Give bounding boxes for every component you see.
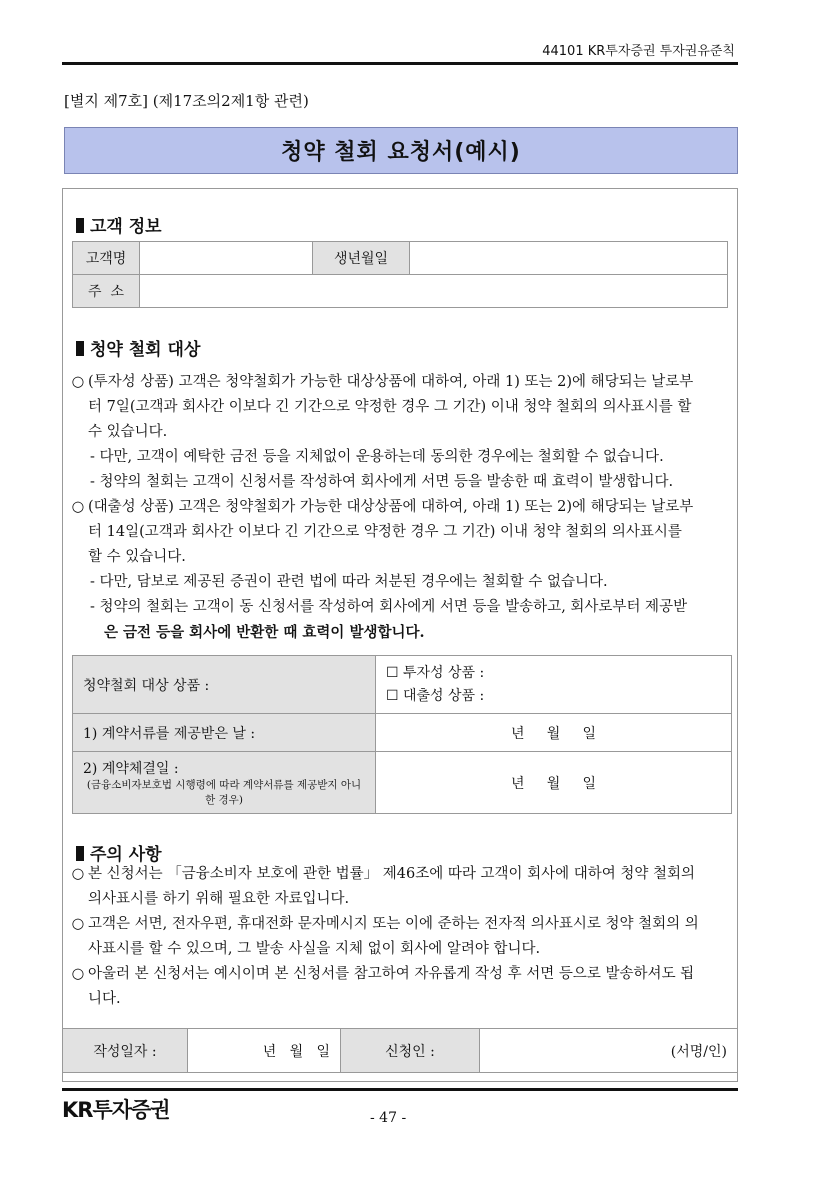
customer-info-table [72,241,728,308]
birth-date-label: 생년월일 [313,242,410,275]
form-title: 청약 철회 요청서(예시) [281,140,521,165]
company-logo: KR투자증권 [62,1098,170,1122]
section-customer-info [76,212,162,237]
circle-bullet-icon: ○ [71,916,85,932]
paragraph-line: (투자성 상품) 고객은 청약철회가 가능한 대상상품에 대하여, 아래 1) 또는 2)에 해당되는 날로부 [88,374,694,390]
paragraph-line: 터 14일(고객과 회사간 이보다 긴 기간으로 약정한 경우 그 기간) 이내 청약 철회의 의사표시를 [88,524,682,540]
contract-date-label: 2) 계약체결일 : [83,760,179,777]
written-date-field[interactable]: 년 월 일 [188,1029,341,1073]
header-divider [62,62,738,65]
note-line: 고객은 서면, 전자우편, 휴대전화 문자메시지 또는 이에 준하는 전자적 의사표시로 청약 철회의 의 [88,916,699,932]
address-field[interactable] [140,275,728,308]
applicant-signature-field[interactable] [480,1029,738,1073]
section-heading: 청약 철회 대상 [90,340,201,360]
circle-bullet-icon: ○ [71,966,85,982]
document-receipt-date-label: 1) 계약서류를 제공받은 날 : [73,714,376,752]
page-number: - 47 - [370,1110,407,1126]
note-line: 니다. [88,991,121,1007]
document-reference: 44101 KR투자증권 투자권유준칙 [542,44,735,59]
notes-list [68,862,733,1012]
square-bullet-icon [76,341,84,356]
detail-line: 은 금전 등을 회사에 반환한 때 효력이 발생합니다. [104,624,425,641]
circle-bullet-icon: ○ [71,374,85,390]
customer-name-label: 고객명 [73,242,140,275]
loan-product-checkbox[interactable]: ☐ 대출성 상품 : [386,687,485,704]
annex-label: [별지 제7호] (제17조의2제1항 관련) [64,92,309,110]
section-withdrawal-target [76,335,200,360]
form-title-box [64,127,738,174]
detail-line: - 다만, 담보로 제공된 증권이 관련 법에 따라 처분된 경우에는 철회할 수 없습니다. [90,574,608,590]
square-bullet-icon [76,846,84,861]
loan-product-paragraph [68,495,733,645]
contract-date-label-cell [73,752,376,814]
paragraph-line: 터 7일(고객과 회사간 이보다 긴 기간으로 약정한 경우 그 기간) 이내 청약 철회의 의사표시를 할 [88,399,692,415]
note-line: 아울러 본 신청서는 예시이며 본 신청서를 참고하여 자유롭게 작성 후 서면 등으로 발송하셔도 됩 [88,966,695,982]
address-label: 주 소 [73,275,140,308]
document-receipt-date-field[interactable]: 년 월 일 [376,714,732,752]
note-line: 의사표시를 하기 위해 필요한 자료입니다. [88,891,350,907]
detail-line: - 청약의 철회는 고객이 신청서를 작성하여 회사에게 서면 등을 발송한 때 효력이 발생합니다. [90,474,674,490]
section-heading: 주의 사항 [90,845,162,865]
circle-bullet-icon: ○ [71,866,85,882]
withdrawal-target-table [72,655,732,814]
paragraph-line: 할 수 있습니다. [88,549,186,565]
paragraph-line: 수 있습니다. [88,424,168,440]
target-product-label: 청약철회 대상 상품 : [73,656,376,714]
signature-hint: (서명/인) [670,1043,727,1060]
contract-date-note: (금융소비자보호법 시행령에 따라 계약서류를 제공받지 아니한 경우) [86,778,362,806]
customer-name-field[interactable] [140,242,313,275]
circle-bullet-icon: ○ [71,499,85,515]
detail-line: - 다만, 고객이 예탁한 금전 등을 지체없이 운용하는데 동의한 경우에는 철회할 수 없습니다. [90,449,664,465]
investment-product-paragraph [68,370,733,495]
paragraph-line: (대출성 상품) 고객은 청약철회가 가능한 대상상품에 대하여, 아래 1) 또는 2)에 해당되는 날로부 [88,499,694,515]
investment-product-checkbox[interactable]: ☐ 투자성 상품 : [386,664,485,681]
note-line: 사표시를 할 수 있으며, 그 발송 사실을 지체 없이 회사에 알려야 합니다. [88,941,541,957]
birth-date-field[interactable] [410,242,728,275]
contract-date-field[interactable]: 년 월 일 [376,752,732,814]
footer-divider [62,1088,738,1091]
applicant-label: 신청인 : [341,1029,480,1073]
signature-table [62,1028,738,1073]
square-bullet-icon [76,218,84,233]
note-line: 본 신청서는 「금융소비자 보호에 관한 법률」 제46조에 따라 고객이 회사에 대하여 청약 철회의 [88,866,696,882]
target-product-options [376,656,732,714]
written-date-label: 작성일자 : [63,1029,188,1073]
detail-line: - 청약의 철회는 고객이 동 신청서를 작성하여 회사에게 서면 등을 발송하고, 회사로부터 제공받 [90,599,688,615]
section-heading: 고객 정보 [90,217,162,237]
